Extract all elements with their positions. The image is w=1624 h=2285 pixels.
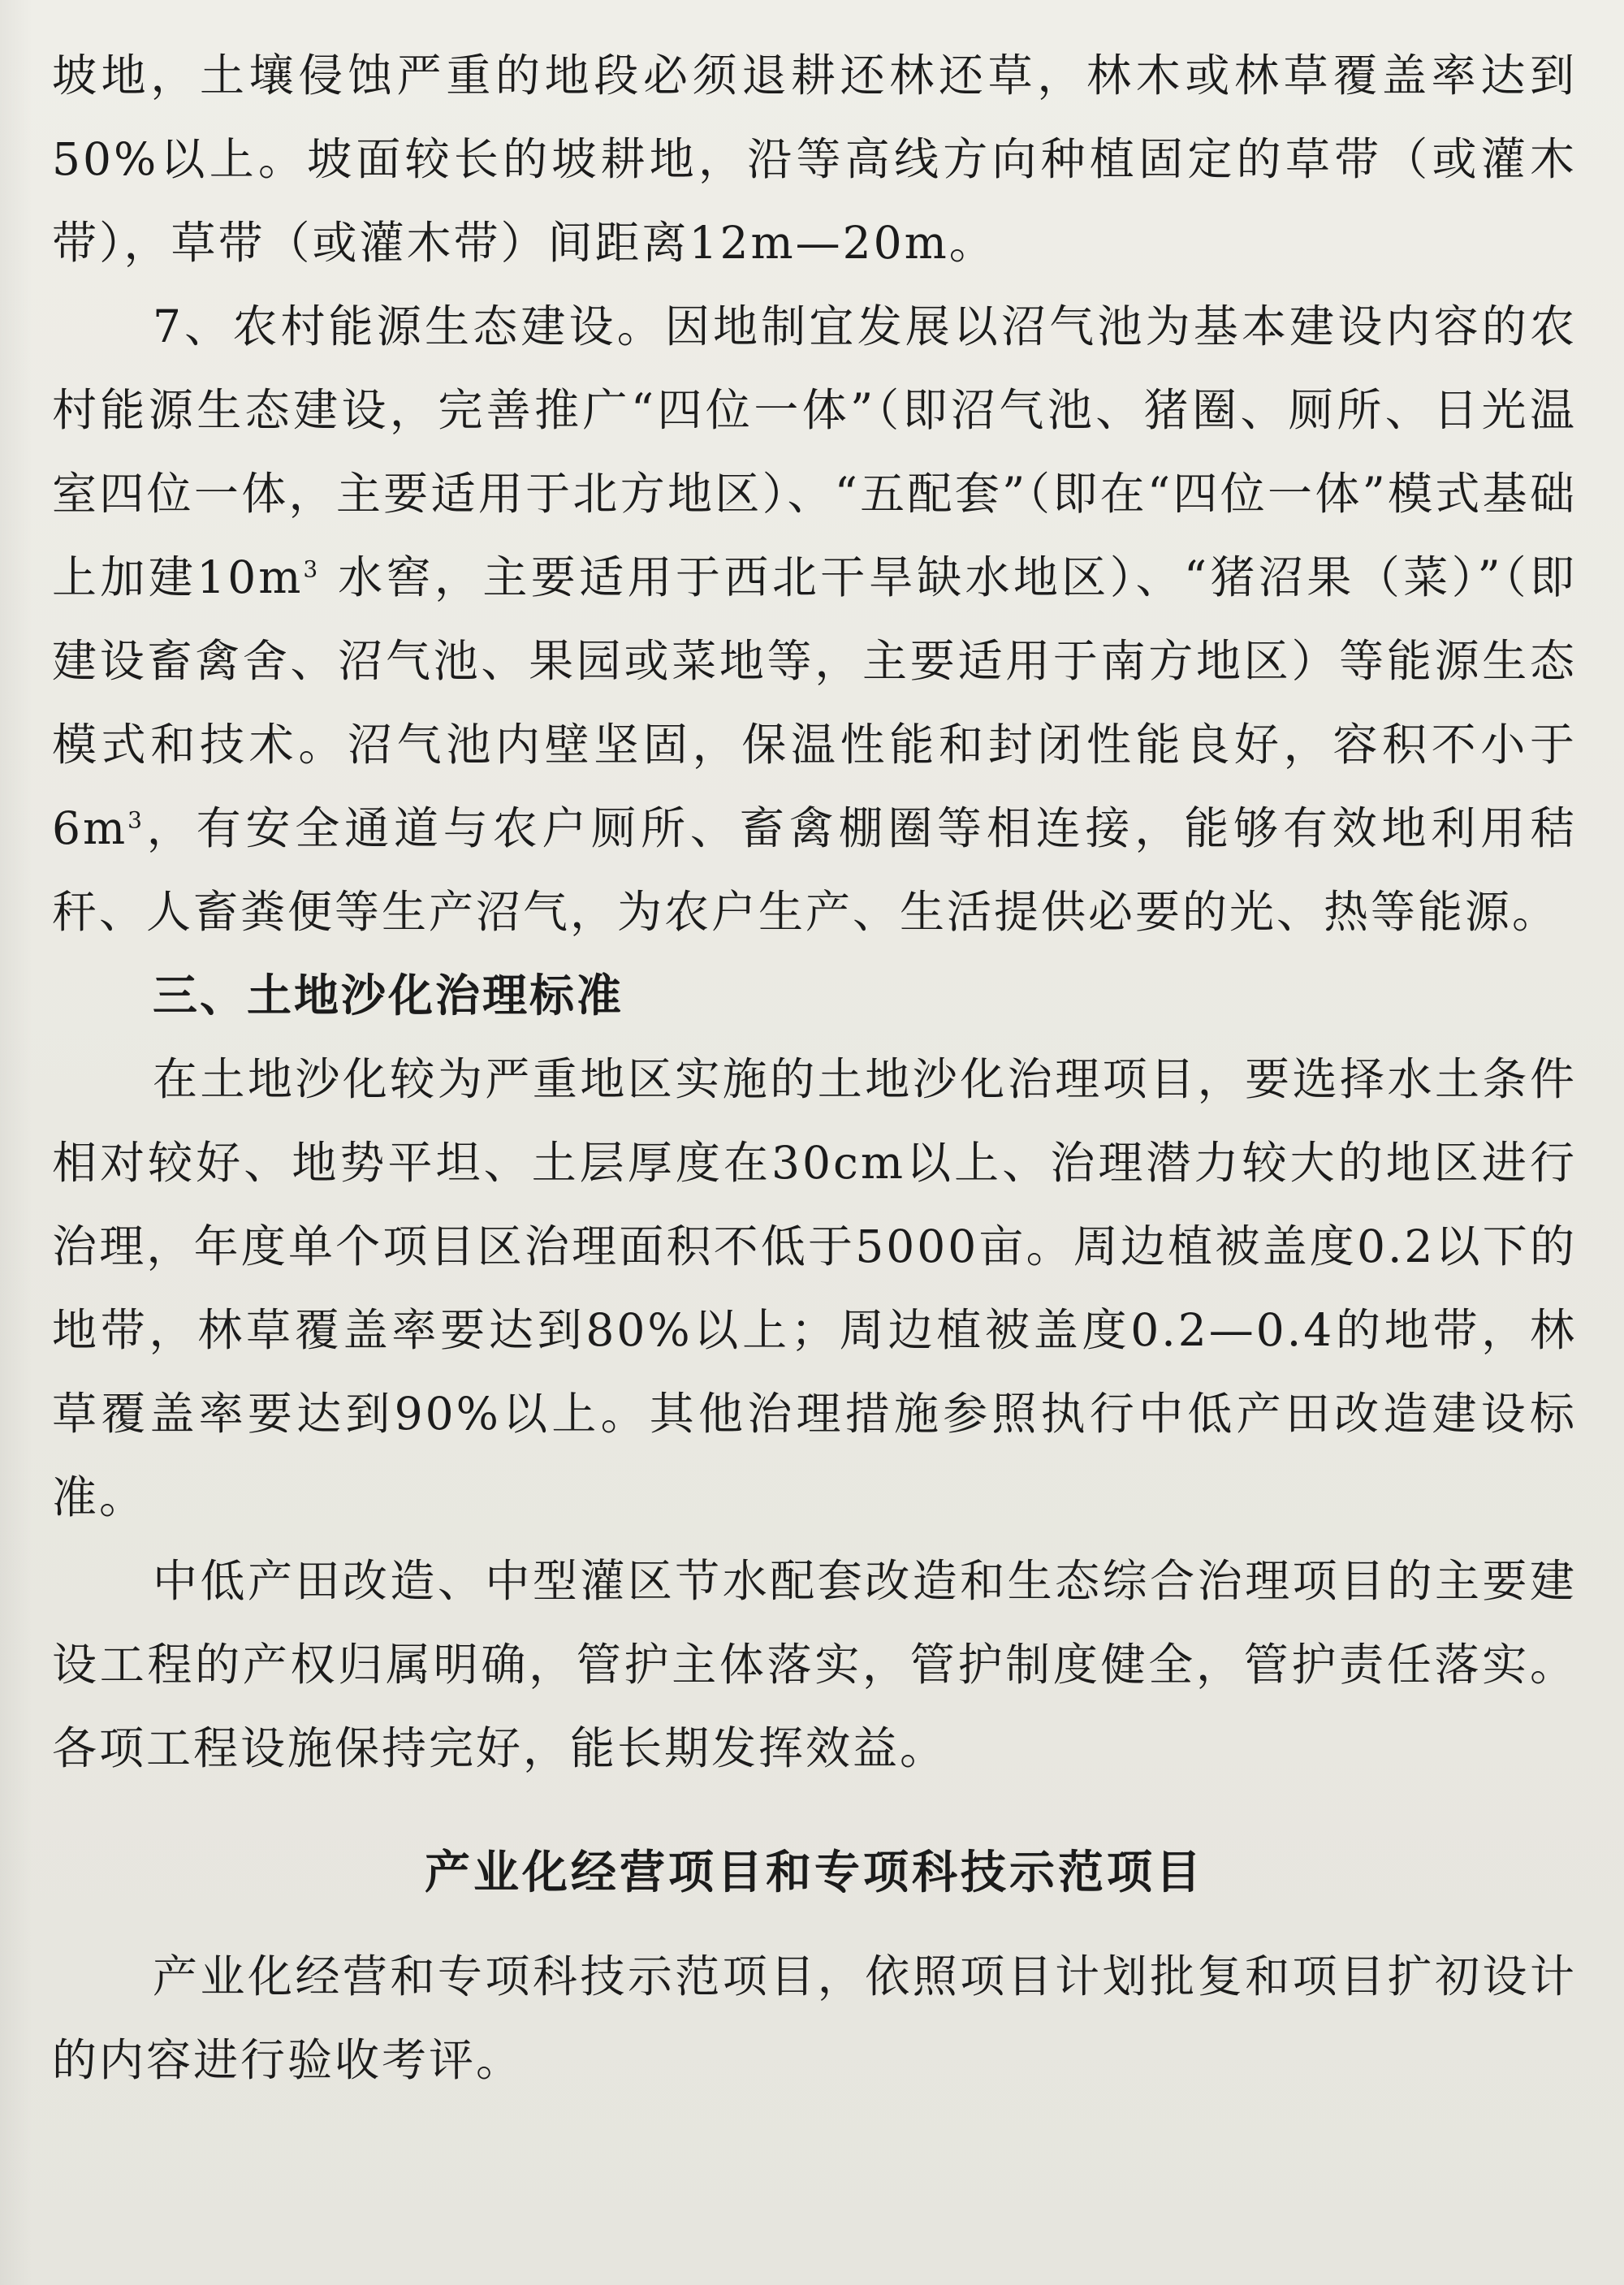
superscript-cubic-b: 3	[127, 806, 145, 834]
paragraph-project-ownership: 中低产田改造、中型灌区节水配套改造和生态综合治理项目的主要建设工程的产权归属明确，管护主体落实，管护制度健全，管护责任落实。各项工程设施保持完好，能长期发挥效益。	[52, 1555, 1577, 1774]
chapter-heading-industrialization: 产业化经营项目和专项科技示范项目	[425, 1847, 1204, 1899]
paragraph-slope-farmland: 坡地，土壤侵蚀严重的地段必须退耕还林还草，林木或林草覆盖率达到50%以上。坡面较长的坡耕地，沿等高线方向种植固定的草带（或灌木带），草带（或灌木带）间距离12m—20m。	[52, 50, 1577, 269]
paragraph-rural-energy	[52, 285, 1577, 954]
paragraph-rural-energy-part-a: 7、农村能源生态建设。因地制宜发展以沼气池为基本建设内容的农村能源生态建设，完善推广“四位一体”（即沼气池、猪圈、厕所、日光温室四位一体，主要适用于北方地区）、“五配套”（即在“四位一体”模式基础上加建10m	[52, 300, 1577, 603]
paragraph-desertification-standard: 在土地沙化较为严重地区实施的土地沙化治理项目，要选择水土条件相对较好、地势平坦、土层厚度在30cm以上、治理潜力较大的地区进行治理，年度单个项目区治理面积不低于5000亩。周边植被盖度0.2以下的地带，林草覆盖率要达到80%以上；周边植被盖度0.2—0.4的地带，林草覆盖率要达到90%以上。其他治理措施参照执行中低产田改造建设标准。	[52, 1053, 1577, 1523]
document-body	[52, 34, 1577, 2102]
paragraph-rural-energy-part-b: 水窖，主要适用于西北干旱缺水地区）、“猪沼果（菜）”（即建设畜禽舍、沼气池、果园或菜地等，主要适用于南方地区）等能源生态模式和技术。沼气池内壁坚固，保温性能和封闭性能良好，容积不小于6m	[52, 551, 1577, 854]
superscript-cubic-a: 3	[303, 555, 321, 583]
paragraph-acceptance-evaluation: 产业化经营和专项科技示范项目，依照项目计划批复和项目扩初设计的内容进行验收考评。	[52, 1950, 1577, 2086]
paragraph-rural-energy-part-c: ，有安全通道与农户厕所、畜禽棚圈等相连接，能够有效地利用秸秆、人畜粪便等生产沼气，为农户生产、生活提供必要的光、热等能源。	[52, 802, 1577, 938]
section-heading-desertification: 三、土地沙化治理标准	[153, 970, 624, 1022]
